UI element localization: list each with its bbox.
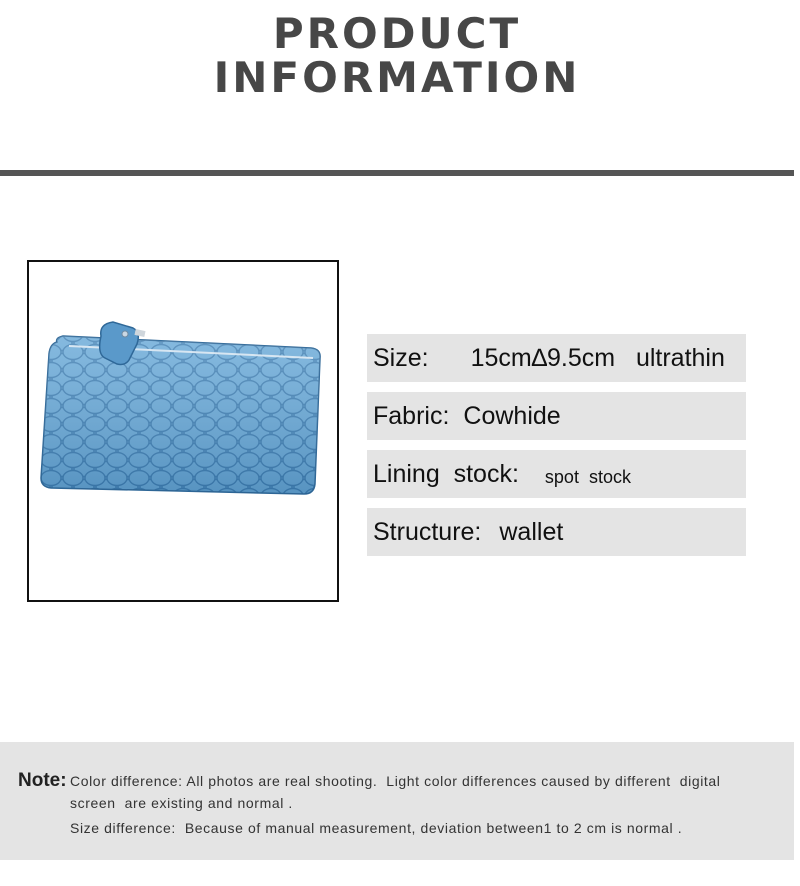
note-line-1: Color difference: All photos are real shooting. Light color differences caused by different digital — [70, 773, 721, 789]
spec-label: Structure: — [373, 517, 482, 546]
spec-row-lining — [367, 450, 746, 498]
header-divider — [0, 170, 794, 176]
product-photo — [27, 260, 339, 602]
spec-label: Size: — [373, 343, 429, 372]
page-title-line-2: INFORMATION — [213, 53, 581, 102]
note-label: Note: — [18, 770, 67, 791]
spec-value: spot stock — [544, 466, 631, 487]
spec-row-fabric — [367, 392, 746, 440]
spec-row-size — [367, 334, 746, 382]
spec-row-structure — [367, 508, 746, 556]
note-line-2: screen are existing and normal . — [70, 795, 293, 811]
spec-value: Cowhide — [463, 401, 561, 430]
wallet-illustration — [29, 262, 337, 600]
spec-value: wallet — [499, 517, 564, 546]
page-title-line-1: PRODUCT — [272, 9, 522, 58]
page-title — [0, 9, 794, 102]
spec-label: Fabric: — [373, 401, 450, 430]
spec-label: Lining stock: — [373, 459, 519, 488]
note-line-3: Size difference: Because of manual measurement, deviation between1 to 2 cm is normal . — [70, 820, 683, 836]
spec-value: 15cm∆9.5cm ultrathin — [470, 343, 725, 372]
